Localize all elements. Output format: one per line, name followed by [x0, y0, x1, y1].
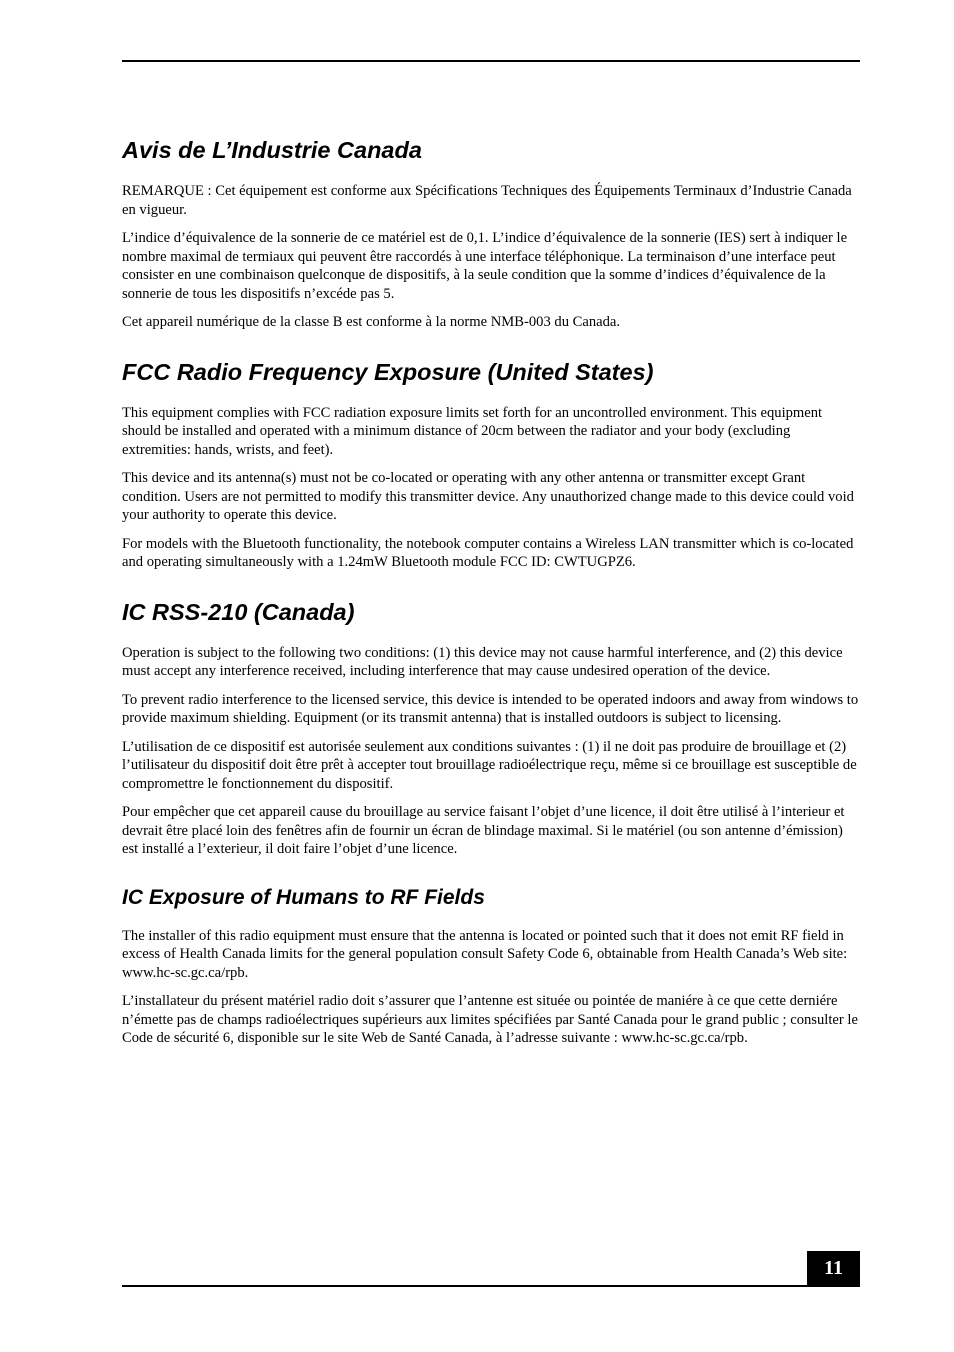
paragraph: REMARQUE : Cet équipement est conforme aux Spécifications Techniques des Équipements Terminaux d’Industrie Canada en vigueur.: [122, 183, 852, 218]
page-content: [122, 136, 860, 1058]
paragraph: Operation is subject to the following two conditions: (1) this device may not cause harmful interference, and (2) this device must accept any interference received, including interference that may cause undesired operation of the device.: [122, 644, 843, 679]
section-heading: FCC Radio Frequency Exposure (United States): [122, 358, 654, 385]
paragraph: To prevent radio interference to the licensed service, this device is intended to be operated indoors and away from windows to provide maximum shielding. Equipment (or its transmit antenna) that is installed outdoors is subject to licensing.: [122, 691, 859, 726]
section-fcc-rf-exposure: [122, 358, 860, 572]
paragraph: This device and its antenna(s) must not be co-located or operating with any other antenna or transmitter except Grant condition. Users are not permitted to modify this transmitter device. Any unauthorized change made to this device could void your authority to operate this device.: [122, 470, 854, 523]
section-heading: IC Exposure of Humans to RF Fields: [122, 885, 485, 909]
paragraph: Cet appareil numérique de la classe B est conforme à la norme NMB-003 du Canada.: [122, 314, 621, 330]
paragraph: For models with the Bluetooth functionality, the notebook computer contains a Wireless LAN transmitter which is co-located and operating simultaneously with a 1.24mW Bluetooth module FCC ID: CWTUGPZ6.: [122, 535, 854, 570]
paragraph: The installer of this radio equipment must ensure that the antenna is located or pointed such that it does not emit RF field in excess of Health Canada limits for the general population consult Safety Code 6, obtainable from Health Canada’s Web site: www.hc-sc.gc.ca/rpb.: [122, 927, 848, 981]
paragraph: L’utilisation de ce dispositif est autorisée seulement aux conditions suivantes : (1) il ne doit pas produire de brouillage et (2) l’utilisateur du dispositif doit être prêt à accepter tout brouillage radioélectrique reçu, même si ce brouillage est susceptible de compromettre le fonctionnement du dispositif.: [122, 738, 857, 792]
paragraph: L’installateur du présent matériel radio doit s’assurer que l’antenne est située ou pointée de maniére à ce que cette derniére n’émette pas de champs radioélectriques supérieurs aux limites spécifiées par Santé Canada pour le grand public ; consulter le Code de sécurité 6, disponible sur le site Web de Santé Canada, à l’adresse suivante : www.hc-sc.gc.ca/rpb.: [122, 993, 858, 1046]
section-ic-rss-210: [122, 598, 860, 859]
section-industrie-canada: [122, 136, 860, 332]
section-ic-exposure-rf-fields: [122, 885, 860, 1048]
section-heading: IC RSS-210 (Canada): [122, 598, 355, 625]
paragraph: Pour empêcher que cet appareil cause du brouillage au service faisant l’objet d’une licence, il doit être utilisé à l’interieur et devrait être placé loin des fenêtres afin de fournir un écran de blindage maximal. Si le matériel (ou son antenne d’émission) est installé a l’exterieur, il doit faire l’objet d’une licence.: [122, 804, 845, 857]
section-heading: Avis de L’Industrie Canada: [122, 137, 422, 163]
bottom-rule: [122, 1285, 860, 1287]
paragraph: L’indice d’équivalence de la sonnerie de ce matériel est de 0,1. L’indice d’équivalence de la sonnerie (IES) sert à indiquer le nombre maximal de termiaux qui peuvent être raccordés à une interface téléphonique. La terminaison d’une interface peut consister en une combinaison quelconque de dispositifs, à la seule condition que la somme d’indices d’équivalence de la sonnerie de tous les dispositifs n’excéde pas 5.: [122, 230, 848, 302]
page-number: 11: [807, 1251, 860, 1287]
paragraph: This equipment complies with FCC radiation exposure limits set forth for an uncontrolled environment. This equipment should be installed and operated with a minimum distance of 20cm between the radiator and your body (excluding extremities: hands, wrists, and feet).: [122, 404, 823, 458]
top-rule: [122, 60, 860, 62]
